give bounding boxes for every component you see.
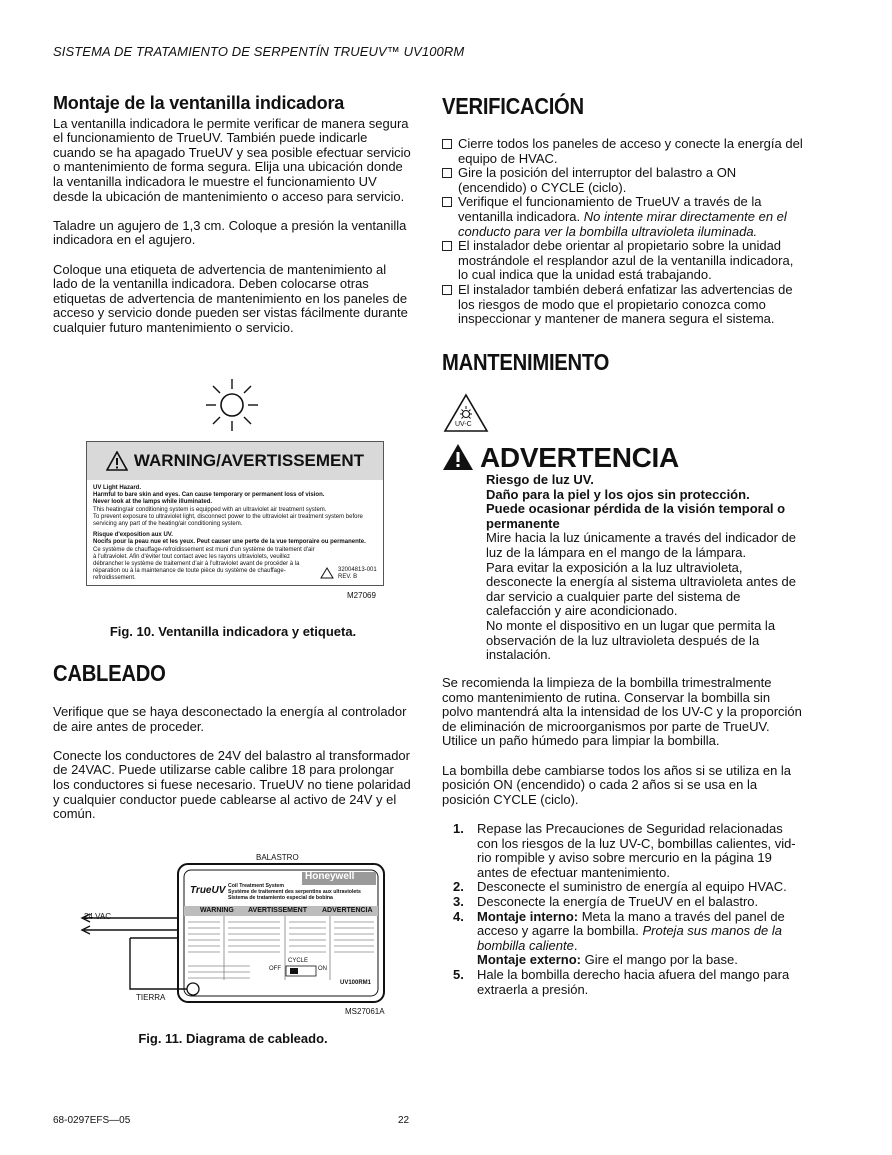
adv-para-2: Para evitar la exposición a la luz ultravioleta, desconecte la energía al sistema ultravioleta antes de dar servicio a cualquier parte del sistema de calefacción y aire acondicionado. bbox=[486, 559, 797, 619]
uv-triangle-icon bbox=[320, 567, 334, 579]
fig10-code: M27069 bbox=[347, 591, 376, 600]
step-text: Desconecte el suministro de energía al equipo HVAC. bbox=[477, 879, 787, 895]
label-rev: REV. B bbox=[338, 573, 358, 580]
footer-page-number: 22 bbox=[398, 1115, 410, 1126]
cableado-paragraph-2: Conecte los conductores de 24V del balastro al transformador de 24VAC. Puede utilizarse cable calibre 18 para prolongar los conductores si fuese necesario. TrueUV no tiene polaridad y cualquier conductor puede cablearse al activo de 24V y el común. bbox=[53, 747, 411, 822]
cableado-heading: CABLEADO bbox=[53, 660, 166, 686]
step-4-bold-2: Montaje externo: bbox=[477, 952, 582, 968]
cableado-paragraph-1: Verifique que se haya desconectado la energía al controlador de aire antes de proceder. bbox=[53, 704, 407, 734]
checklist-item bbox=[442, 283, 804, 327]
mantenimiento-heading: MANTENIMIENTO bbox=[442, 349, 610, 375]
checklist-italic: No intente mirar directamente en el conducto para ver la bombilla ultravioleta iluminada. bbox=[458, 208, 787, 239]
sun-icon bbox=[204, 377, 260, 433]
step-number: 4. bbox=[453, 908, 464, 924]
balastro-label: BALASTRO bbox=[256, 853, 299, 862]
step-2 bbox=[442, 880, 804, 895]
device-model: UV100RM1 bbox=[340, 980, 372, 986]
switch-cycle-label: CYCLE bbox=[288, 958, 309, 964]
device-title bbox=[228, 884, 361, 901]
checkbox-icon bbox=[442, 197, 452, 207]
step-4: 4. Montaje interno: Meta la mano a través del panel de acceso y agarre la bombilla. Proteja sus manos de la bombilla caliente. Montaje externo: Gire el mango por la base. bbox=[453, 908, 785, 968]
step-text: Desconecte la energía de TrueUV en el balastro. bbox=[477, 893, 759, 909]
step-4-text-2: Gire el mango por la base. bbox=[581, 952, 738, 968]
step-4-text-1: Meta la mano a través del panel de acceso y agarre la bombilla. bbox=[477, 908, 785, 939]
checklist-item bbox=[442, 239, 804, 283]
verificacion-checklist bbox=[442, 137, 804, 327]
device-title-1: Coil Treatment System bbox=[228, 883, 284, 889]
uv-c-icon-label: UV-C bbox=[455, 421, 472, 428]
switch-on-label: ON bbox=[318, 966, 327, 972]
checklist-text: El instalador también deberá enfatizar las advertencias de los riesgos de modo que el propietario conozca como inspeccionar y mantener de manera segura el sistema. bbox=[458, 281, 793, 327]
mant-paragraph-2: La bombilla debe cambiarse todos los años si se utiliza en la posición ON (encendido) o cada 2 años si se usa en la posición CYCLE (ciclo). bbox=[442, 762, 792, 807]
checkbox-icon bbox=[442, 285, 452, 295]
step-number: 3. bbox=[453, 893, 464, 909]
step-text: Hale la bombilla derecho hacia afuera del mango para extraerla a presión. bbox=[477, 966, 790, 997]
checklist-item bbox=[442, 166, 804, 195]
adv-para-1: Mire hacia la luz únicamente a través del indicador de luz de la lámpara en el mango de la lámpara. bbox=[486, 530, 797, 560]
warning-label-band bbox=[87, 442, 383, 480]
label-text-1: UV Light Hazard. bbox=[93, 485, 142, 491]
step-1 bbox=[442, 822, 804, 880]
checklist-item bbox=[442, 195, 804, 239]
step-text: Repase las Precauciones de Seguridad relacionadas con los riesgos de la luz UV-C, bombillas calientes, vid-rio rompible y aviso sobre mercurio en la página 19 antes de efectuar mantenimiento. bbox=[477, 821, 796, 880]
label-text-3: Never look at the lamps while illuminated. bbox=[93, 499, 213, 506]
running-header: SISTEMA DE TRATAMIENTO DE SERPENTÍN TRUEUV™ UV100RM bbox=[53, 44, 465, 59]
label-text-7: Nocifs pour la peau nue et les yeux. Peut causer une perte de la vue temporaire ou permanente. bbox=[93, 539, 366, 546]
checklist-text: El instalador debe orientar al propietario sobre la unidad mostrándole el resplandor azul de la ventanilla indicadora, lo cual indica que la unidad está trabajando. bbox=[458, 238, 794, 283]
vac-label: 24 VAC bbox=[84, 912, 111, 921]
warning-label-figure bbox=[86, 441, 384, 586]
device-warning-fr: AVERTISSEMENT bbox=[248, 907, 307, 914]
adv-bold-3: Puede ocasionar pérdida de la visión temporal o permanente bbox=[486, 501, 786, 531]
maintenance-steps bbox=[442, 822, 804, 997]
honeywell-logo: Honeywell bbox=[305, 871, 355, 882]
checklist-text: Cierre todos los paneles de acceso y conecte la energía del equipo de HVAC. bbox=[458, 136, 803, 166]
step-number: 1. bbox=[453, 821, 464, 836]
checkbox-icon bbox=[442, 168, 452, 178]
checklist-item bbox=[442, 137, 804, 166]
tierra-label: TIERRA bbox=[136, 993, 166, 1002]
advertencia-body bbox=[486, 473, 804, 663]
step-number: 5. bbox=[453, 966, 464, 982]
cableado-section bbox=[53, 705, 413, 836]
step-4-bold-1: Montaje interno: bbox=[477, 908, 579, 924]
step-3 bbox=[442, 895, 804, 910]
fig11-caption: Fig. 11. Diagrama de cableado. bbox=[138, 1031, 328, 1046]
checkbox-icon bbox=[442, 139, 452, 149]
montaje-paragraph-2: Taladre un agujero de 1,3 cm. Coloque a presión la ventanilla indicadora en el agujero. bbox=[53, 217, 407, 248]
device-title-2: Système de traitement des serpentins aux ultraviolets bbox=[228, 888, 361, 895]
montaje-heading: Montaje de la ventanilla indicadora bbox=[53, 93, 345, 113]
step-5 bbox=[442, 968, 804, 997]
warning-triangle-icon bbox=[106, 451, 128, 471]
label-text-8: Ce système de chauffage-refroidissement est muni d'un système de traitement d'air à l'ultraviolet. Afin d'éviter tout contact avec les rayons ultraviolets, veuillez débrancher le système de traitement d'air à l'ultraviolet avant de procéder à la réparation ou à la maintenance de toute pièce du système de chauffage-refroidissement. bbox=[93, 546, 315, 582]
verificacion-heading: VERIFICACIÓN bbox=[442, 93, 584, 119]
adv-bold-1: Riesgo de luz UV. bbox=[486, 472, 594, 487]
switch-off-label: OFF bbox=[269, 966, 281, 972]
device-warning-en: WARNING bbox=[200, 907, 234, 914]
montaje-paragraph-1: La ventanilla indicadora le permite verificar de manera segura el funcionamiento de TrueUV. También puede indicarle cuando se ha apagado TrueUV y sea posible efectuar servicio o mantenimiento de forma segura. Elija una ubicación donde la ventanilla indicadora le muestre el funcionamiento UV desde la ubicación de mantenimiento o acceso para servicio. bbox=[53, 115, 411, 204]
montaje-paragraph-3: Coloque una etiqueta de advertencia de mantenimiento al lado de la ventanilla indicadora. Deben colocarse otras etiquetas de advertencia de mantenimiento en los paneles de acceso y servicio donde pueden ser vistas fácilmente durante cualquier futuro mantenimiento o servicio. bbox=[53, 261, 408, 335]
device-warning-es: ADVERTENCIA bbox=[322, 907, 373, 914]
label-text-2: Harmful to bare skin and eyes. Can cause temporary or permanent loss of vision. bbox=[93, 492, 325, 499]
device-title-3: Sistema de tratamiento especial de bobina bbox=[228, 894, 333, 901]
label-text-4: This heating/air conditioning system is equipped with an ultraviolet air treatment system. bbox=[93, 506, 327, 513]
checkbox-icon bbox=[442, 241, 452, 251]
montaje-section bbox=[53, 93, 413, 350]
trueuv-logo: TrueUV bbox=[190, 885, 226, 896]
checklist-text: Verifique el funcionamiento de TrueUV a través de la ventanilla indicadora. bbox=[458, 194, 762, 224]
step-number: 2. bbox=[453, 879, 464, 895]
advertencia-triangle-icon bbox=[442, 443, 474, 471]
adv-bold-2: Daño para la piel y los ojos sin protección. bbox=[486, 486, 750, 502]
mantenimiento-section bbox=[442, 676, 804, 822]
advertencia-title: ADVERTENCIA bbox=[480, 442, 679, 473]
label-part: 32004813-001 bbox=[338, 567, 377, 573]
checklist-text: Gire la posición del interruptor del balastro a ON (encendido) o CYCLE (ciclo). bbox=[458, 165, 737, 195]
adv-para-3: No monte el dispositivo en un lugar que permita la observación de la luz ultravioleta después de la instalación. bbox=[486, 617, 776, 663]
step-4-italic: Proteja sus manos de la bombilla caliente bbox=[477, 923, 782, 953]
label-text-5: To prevent exposure to ultraviolet light, disconnect power to the ultraviolet air treatment system before servicing any part of the heating/air conditioning system. bbox=[93, 513, 363, 528]
fig10-caption: Fig. 10. Ventanilla indicadora y etiqueta. bbox=[109, 624, 357, 639]
fig11-code: MS27061A bbox=[345, 1007, 385, 1016]
label-text-6: Risque d'exposition aux UV. bbox=[93, 532, 173, 539]
label-part-number bbox=[338, 567, 377, 580]
mant-paragraph-1: Se recomienda la limpieza de la bombilla trimestralmente como mantenimiento de rutina. Conservar la bombilla sin polvo mantendrá alta la intensidad de los UV-C y la proporción de eliminación de microorganismos por parte de TrueUV. Utilice un paño húmedo para limpiar la bombilla. bbox=[442, 675, 802, 749]
footer-doc-number: 68-0297EFS—05 bbox=[53, 1115, 131, 1126]
warning-label-title: WARNING/AVERTISSEMENT bbox=[133, 451, 365, 471]
